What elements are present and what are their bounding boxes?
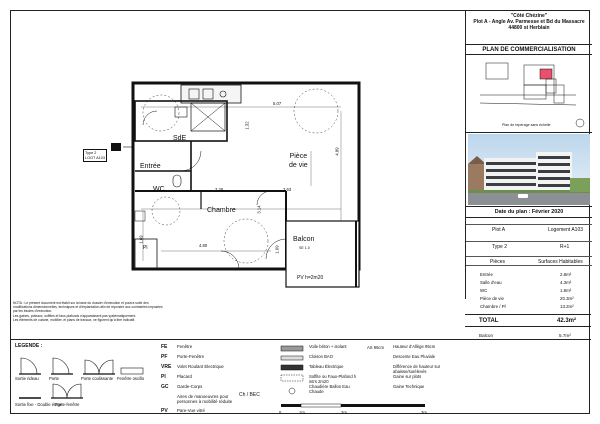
abbr-code: Pl (161, 374, 166, 380)
abbr-text: Fenêtre (177, 344, 193, 349)
scale-label: 3m (421, 410, 427, 415)
surface-value: 2.8m² (560, 272, 572, 277)
project-name: "Côté Chézine" (510, 13, 548, 19)
abbr-text: Porte-Fenêtre (177, 354, 205, 359)
wc-bowl (173, 175, 181, 187)
room-label-placard: Pl (143, 245, 148, 251)
plan-date: Date du plan : Février 2020 (466, 206, 592, 218)
room-label-wc: WC (153, 186, 165, 193)
door-caption: Porte coulissante (81, 376, 114, 381)
symbol2-text: Hauteur d'Allège 95cm (393, 344, 436, 349)
surface-value: 1.8m² (560, 288, 572, 293)
note-line: modifications dimensionnelles, techniques et d'implantation afin de répondre aux contraintes imposées (13, 305, 163, 310)
ch-bec-label: Ch / BEC (239, 392, 260, 398)
scale-label: 0 (279, 410, 282, 415)
symbol2-text: Différence de hauteur sur abaisse/surélevés (393, 364, 441, 374)
dim-label: 1.69 (274, 245, 280, 254)
symbol-caption: Chaudière Ballon Eau Chaude (309, 384, 350, 394)
abbr-text: Garde-Corps (177, 384, 203, 389)
surface-row (466, 295, 592, 303)
note-line: Les éléments de cuisine, mobilier, et plans de travaux, ne figurent qu'à titre indicatif. (13, 317, 136, 322)
dim-label: 4.89 (334, 147, 340, 156)
balcon-label: Balcon (479, 333, 494, 338)
dim-label: 4.80 (199, 243, 208, 248)
floor-plan (71, 71, 371, 301)
room-label-piece-de-vie: Pièce de vie (289, 153, 308, 169)
door-mark: SE 1.0 (299, 246, 310, 250)
plot-address: Plot A - Angle Av. Parmesse et Bd du Massacre (473, 19, 585, 26)
surface-row (466, 271, 592, 279)
pieces-header: Pièces (490, 259, 506, 265)
note-line: NOTA : Le présent document est établi sur la base du dossier d'exécution et pourra subir des (13, 301, 149, 305)
city: 44800 st Herblain (508, 25, 550, 32)
washbasin (175, 107, 187, 117)
title-block (465, 11, 591, 309)
room-label-entree: Entrée (140, 163, 161, 170)
surface-room: Salle d'eau (480, 280, 502, 285)
drawing-frame (10, 10, 590, 414)
dim-label: 1.69 (138, 235, 144, 244)
abbr-code: PV (161, 408, 168, 414)
door-caption: Fenêtre oscillo (117, 376, 145, 381)
plot-value: Plot A (492, 227, 506, 233)
project-header (466, 11, 592, 44)
dim-label: 2.63 (283, 187, 292, 192)
symbol-caption: Tableau Électrique (309, 364, 344, 369)
unit-tag: Type 2 LOGT A103 (83, 149, 107, 162)
type-value: Type 2 (492, 244, 508, 250)
legend (11, 339, 591, 415)
scale-bar (279, 402, 429, 410)
surface-value: 20.3m² (560, 296, 574, 301)
symbol2-text: Gaine Technique (393, 384, 425, 389)
legend-material-swatches (279, 344, 305, 398)
abbr-text: Aires de manoeuvres pour personnes à mobilité réduite (177, 394, 233, 404)
symbol-caption: Cloison BAO (309, 354, 333, 359)
total-row-border (465, 314, 591, 327)
abbr-code: FE (161, 344, 168, 350)
symbol2-code: AS 95cm (367, 345, 384, 350)
door-caption: Sortie fixe - Double étage (15, 402, 63, 407)
info-row-plot (466, 224, 592, 234)
key-plan-drawing (466, 55, 592, 133)
info-row-type (466, 241, 592, 251)
key-plan (466, 55, 592, 133)
symbol-caption: Voile béton + isolant (309, 344, 347, 349)
abbr-code: VRE (161, 364, 172, 370)
surface-room: Pièce de vie (480, 296, 504, 301)
keyplan-caption: Plan de repérage sans échelle (502, 123, 551, 127)
door-caption: Porte-fenêtre (55, 402, 80, 407)
surface-row (466, 287, 592, 295)
abbr-text: Pare-Vue vitré (177, 408, 205, 413)
entrance-marker (111, 143, 121, 151)
surface-room: WC (480, 288, 488, 293)
door-caption: Sortie rideau (15, 376, 39, 381)
surfaces-header: Surfaces Habitables (538, 259, 583, 265)
dim-label: 3.14 (256, 205, 262, 214)
plan-title: PLAN DE COMMERCIALISATION (466, 44, 592, 55)
surface-room: Entrée (480, 272, 493, 277)
room-label-chambre: Chambre (207, 207, 236, 214)
symbol-caption: Soffite ou Faux-Plafond h intrs 2m20 (309, 374, 357, 384)
note-line: Les gaines, poteaux, soffites et faux-plafonds n'apparaissent pas systématiquement. (13, 313, 137, 318)
abbr-text: Volet Roulant Electrique (177, 364, 224, 369)
surface-value: 13.2m² (560, 304, 574, 309)
door-caption: Porte (49, 376, 60, 381)
abbr-code: PF (161, 354, 168, 360)
total-value: 42.3m² (557, 318, 577, 324)
surface-row (466, 303, 592, 311)
notes-block (13, 301, 213, 322)
abbr-text: Placard (177, 374, 192, 379)
legend-title: LEGENDE : (15, 343, 43, 349)
abbr-code: GC (161, 384, 169, 390)
symbol2-text: Descente Eau Pluviale (393, 354, 436, 359)
dim-label: 1.32 (244, 121, 250, 130)
building-rendering (468, 134, 590, 205)
total-label: TOTAL (479, 318, 499, 324)
scale-label: 2m (341, 410, 347, 415)
note-line: par les études d'exécution. (13, 309, 53, 314)
balcon-value: 5.7m² (559, 333, 571, 338)
room-label-balcon: Balcon (293, 236, 315, 243)
surface-room: Chambre / Pl (480, 304, 506, 309)
surface-value: 4.3m² (560, 280, 572, 285)
level-value: R+1 (560, 244, 570, 250)
dim-label: 5.07 (273, 101, 282, 106)
surface-row (466, 279, 592, 287)
balcony-note: PV h=2m20 (297, 275, 324, 281)
dim-label: 3.26 (215, 187, 224, 192)
scale-label: 1m (299, 410, 305, 415)
info-row-headers (466, 256, 592, 266)
room-label-sde: SdE (173, 135, 187, 142)
logement-value: Logement A103 (548, 227, 584, 233)
symbol2-text: Gaine sur plots (393, 374, 422, 379)
